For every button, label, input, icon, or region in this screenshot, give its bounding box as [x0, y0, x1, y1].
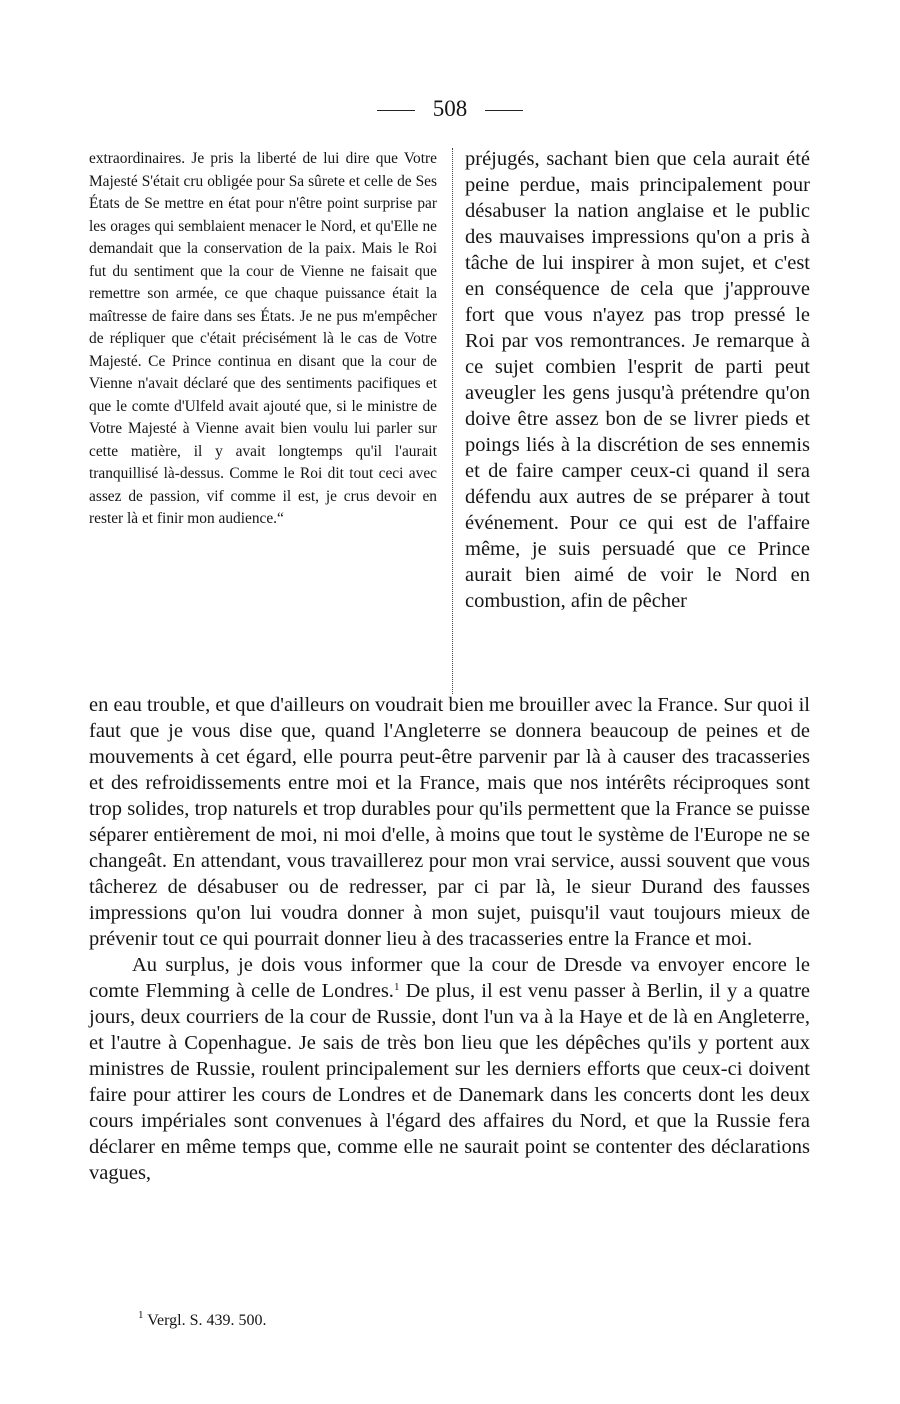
paragraph-2-rest: De plus, il est venu passer à Berlin, il y a quatre jours, deux courriers de la cour de Russie, dont l'un va à la Haye et de là en Angleterre, et l'autre à Copenhague. Je sais de très bon lieu que les dépêches qu'ils y portent aux ministres de Russie, roulent principalement sur les derniers efforts que ceux-ci doivent faire pour attirer les cours de Londres et de Danemark dans les concerts dont les deux cours impériales sont convenues à l'égard des affaires du Nord, et que la Russie fera déclarer en même temps que, comme elle ne saurait point se contenter des déclarations vagues, — [89, 980, 810, 1184]
body-paragraph-2 — [89, 952, 810, 1186]
footnote-text: Vergl. S. 439. 500. — [143, 1312, 267, 1329]
page-header — [0, 96, 900, 122]
header-right-rule — [485, 110, 523, 111]
full-width-body — [89, 692, 810, 1186]
footnote-mark: 1 — [138, 1309, 144, 1321]
footnote — [138, 1309, 267, 1330]
body-paragraph-1: en eau trouble, et que d'ailleurs on voudrait bien me brouiller avec la France. Sur quoi il faut que je vous dise que, quand l'Angleterre se donnera beaucoup de peines et de mouvements à cet égard, elle pourra peut-être parvenir par là à causer des tracasseries et des refroidissements entre moi et la France, mais que nos intérêts réciproques sont trop solides, trop naturels et trop durables pour qu'ils permettent que la France se puisse séparer entièrement de moi, ni moi d'elle, à moins que tout le système de l'Europe ne se changeât. En attendant, vous travaillerez pour mon vrai service, aussi souvent que vous tâcherez de désabuser ou de redresser, par ci par là, le sieur Durand des fausses impressions qu'on lui voudra donner à mon sujet, puisqu'il vaut toujours mieux de prévenir tout ce qui pourrait donner lieu à des tracasseries entre la France et moi. — [89, 694, 810, 950]
column-divider — [452, 148, 453, 694]
right-column-text: préjugés, sachant bien que cela aurait été peine perdue, mais principalement pour désabuser la nation anglaise et le public des mauvaises impressions qu'on a pris à tâche de lui inspirer à mon sujet, et c'est en conséquence de cela que j'approuve fort que vous n'ayez pas trop pressé le Roi par vos remontrances. Je remarque à ce sujet combien l'esprit de parti peut aveugler les gens jusqu'à prétendre qu'on doive être assez bon de se livrer pieds et poings liés à la discrétion de ses ennemis et de faire camper ceux-ci quand il sera défendu aux autres de se préparer à tout événement. Pour ce qui est de l'affaire même, je suis persuadé que ce Prince aurait bien aimé de voir le Nord en combustion, afin de pêcher — [465, 148, 810, 612]
footnote-reference: 1 — [393, 981, 400, 993]
paragraph-2-start: Au surplus, je dois vous informer que la cour de Dresde va envoyer encore le comte Flemming à celle de Londres. — [89, 954, 810, 1002]
header-left-rule — [377, 110, 415, 111]
page-number: 508 — [432, 96, 468, 121]
left-column-text: extraordinaires. Je pris la liberté de lui dire que Votre Majesté S'était cru obligée pour Sa sûrete et celle de Ses États de Se mettre en état pour n'être point surprise par les orages qui semblaient menacer le Nord, et qu'Elle ne demandait que la conservation de la paix. Mais le Roi fut du sentiment que la cour de Vienne ne faisait que remettre son armée, ce que chaque puissance était la maîtresse de faire dans ses États. Je ne pus m'empêcher de répliquer que c'était précisément là le cas de Votre Majesté. Ce Prince continua en disant que la cour de Vienne n'avait déclaré que des sentiments pacifiques et que le comte d'Ulfeld avait ajouté que, si le ministre de Votre Majesté à Vienne avait bien voulu lui parler sur cette matière, il y avait longtemps qu'il l'aurait tranquillisé là-dessus. Comme le Roi dit tout ceci avec assez de passion, vif comme il est, je crus devoir en rester là et finir mon audience.“ — [89, 150, 437, 527]
